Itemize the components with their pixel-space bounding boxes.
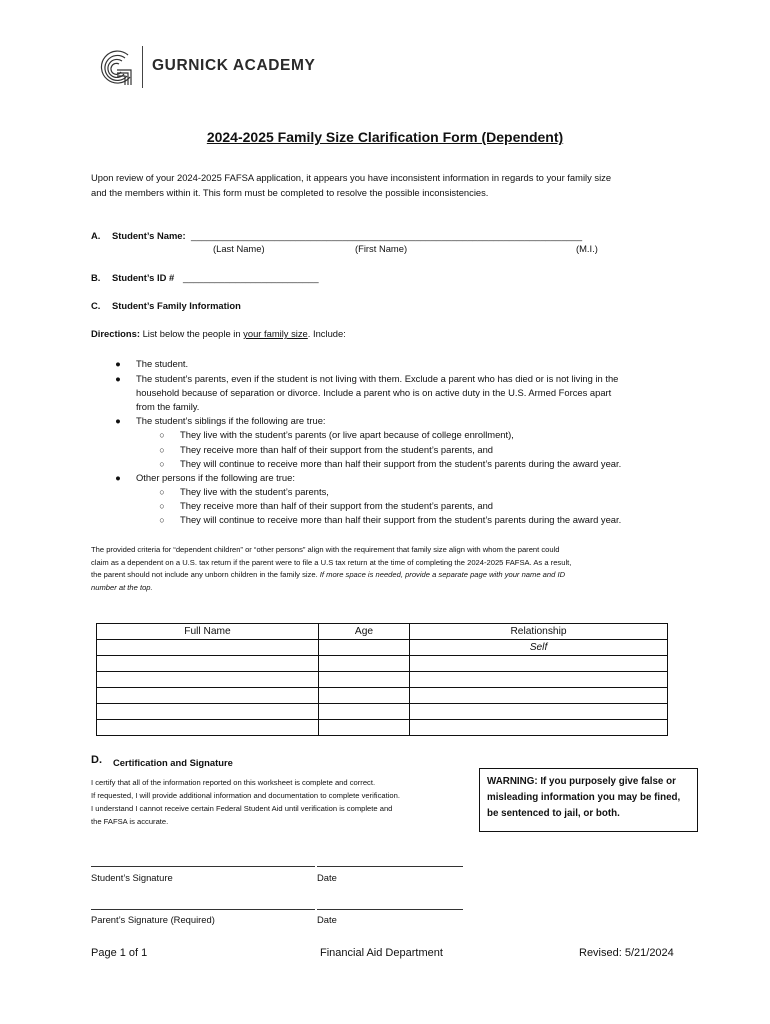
sibling-criteria-1: They live with the student’s parents (or live apart because of college enrollment), xyxy=(180,429,514,440)
age-cell[interactable] xyxy=(319,688,410,704)
last-name-caption: (Last Name) xyxy=(213,243,265,254)
cert-line-2: If requested, I will provide additional information and documentation to complete verification. xyxy=(91,791,400,800)
relationship-cell[interactable] xyxy=(410,688,668,704)
age-cell[interactable] xyxy=(319,720,410,736)
section-d-letter: D. xyxy=(91,754,102,766)
warning-line-2: misleading information you may be fined, xyxy=(487,792,681,803)
col-age: Age xyxy=(319,624,410,640)
table-row xyxy=(97,672,668,688)
criteria-line-3 xyxy=(91,569,565,581)
student-name-label: Student’s Name: xyxy=(112,230,186,241)
student-signature-line[interactable] xyxy=(91,866,315,867)
criteria-line-3-italic: If more space is needed, provide a separate page with your name and ID xyxy=(319,570,566,579)
table-header-row xyxy=(97,624,668,640)
family-size-link[interactable]: your family size xyxy=(243,328,308,339)
first-name-caption: (First Name) xyxy=(355,243,408,254)
parent-signature-line[interactable] xyxy=(91,909,315,910)
other-criteria-1: They live with the student’s parents, xyxy=(180,486,329,497)
circle-bullet-icon: ○ xyxy=(159,430,165,440)
student-date-label: Date xyxy=(317,872,337,883)
cert-line-4: the FAFSA is accurate. xyxy=(91,817,169,826)
table-row xyxy=(97,720,668,736)
criteria-line-2: claim as a dependent on a U.S. tax return if the parent were to file a U.S tax return at the time of completing the 2024-2025 FAFSA. As a result, xyxy=(91,558,572,567)
cert-line-1: I certify that all of the information reported on this worksheet is complete and correct. xyxy=(91,778,376,787)
family-info-heading: Student’s Family Information xyxy=(112,300,241,311)
parent-date-label: Date xyxy=(317,914,337,925)
circle-bullet-icon: ○ xyxy=(159,515,165,525)
criteria-line-3-text: the parent should not include any unborn children in the family size. xyxy=(91,570,320,579)
section-c-letter: C. xyxy=(91,300,101,311)
directions-text: List below the people in xyxy=(139,328,244,339)
bullet-icon: ● xyxy=(115,472,121,483)
directions-label: Directions: xyxy=(91,328,140,339)
full-name-cell[interactable] xyxy=(97,704,319,720)
age-cell[interactable] xyxy=(319,672,410,688)
student-id-label: Student’s ID # xyxy=(112,272,175,283)
relationship-cell[interactable] xyxy=(410,704,668,720)
warning-line-1: WARNING: If you purposely give false or xyxy=(487,776,676,787)
full-name-cell[interactable] xyxy=(97,672,319,688)
student-id-field[interactable]: __________________________ xyxy=(183,272,319,283)
circle-bullet-icon: ○ xyxy=(159,501,165,511)
criteria-line-1: The provided criteria for “dependent children” or “other persons” align with the requirement that family size align with whom the parent could xyxy=(91,545,560,554)
criteria-line-4: number at the top. xyxy=(91,583,153,592)
warning-box xyxy=(479,768,698,832)
bullet-icon: ● xyxy=(115,415,121,426)
age-cell[interactable] xyxy=(319,704,410,720)
warning-line-3: be sentenced to jail, or both. xyxy=(487,808,620,819)
sibling-criteria-2: They receive more than half of their support from the student’s parents, and xyxy=(180,444,494,455)
bullet-icon: ● xyxy=(115,358,121,369)
relationship-cell[interactable] xyxy=(410,720,668,736)
other-criteria-3: They will continue to receive more than half their support from the student’s parents during the award year. xyxy=(180,514,622,525)
col-full-name: Full Name xyxy=(97,624,319,640)
full-name-cell[interactable] xyxy=(97,688,319,704)
full-name-cell[interactable] xyxy=(97,640,319,656)
other-criteria-2: They receive more than half of their support from the student’s parents, and xyxy=(180,500,494,511)
bullet-student: The student. xyxy=(136,358,189,369)
directions-text-end: . Include: xyxy=(307,328,346,339)
mi-caption: (M.I.) xyxy=(576,243,598,254)
student-signature-label: Student’s Signature xyxy=(91,872,173,883)
circle-bullet-icon: ○ xyxy=(159,487,165,497)
full-name-cell[interactable] xyxy=(97,720,319,736)
family-members-table xyxy=(96,623,668,736)
section-b-letter: B. xyxy=(91,272,101,283)
bullet-icon: ● xyxy=(115,373,121,384)
circle-bullet-icon: ○ xyxy=(159,445,165,455)
parent-signature-label: Parent’s Signature (Required) xyxy=(91,914,215,925)
directions xyxy=(91,327,346,341)
certification-heading: Certification and Signature xyxy=(113,757,233,768)
form-title: 2024-2025 Family Size Clarification Form (Dependent) xyxy=(206,129,564,145)
bullet-parents-line-3: from the family. xyxy=(136,401,200,412)
bullet-parents-line-1: The student’s parents, even if the student is not living with them. Exclude a parent who has died or is not living in the xyxy=(136,373,619,384)
intro-line-2: and the members within it. This form must be completed to resolve the possible inconsistencies. xyxy=(91,187,489,198)
revised-date: Revised: 5/21/2024 xyxy=(579,947,674,959)
sibling-criteria-3: They will continue to receive more than half their support from the student’s parents during the award year. xyxy=(180,458,622,469)
parent-date-line[interactable] xyxy=(317,909,463,910)
logo-divider xyxy=(142,46,143,88)
full-name-cell[interactable] xyxy=(97,656,319,672)
table-row xyxy=(97,704,668,720)
cert-line-3: I understand I cannot receive certain Federal Student Aid until verification is complete and xyxy=(91,804,393,813)
bullet-other-persons: Other persons if the following are true: xyxy=(136,472,295,483)
logo-text: GURNICK ACADEMY xyxy=(152,57,316,74)
footer-department: Financial Aid Department xyxy=(320,947,443,959)
table-row xyxy=(97,656,668,672)
relationship-cell[interactable] xyxy=(410,656,668,672)
table-row xyxy=(97,640,668,656)
intro-line-1: Upon review of your 2024-2025 FAFSA application, it appears you have inconsistent information in regards to your family size xyxy=(91,172,612,183)
student-name-field[interactable]: ___________________________________________________________________________ xyxy=(191,230,583,241)
col-relationship: Relationship xyxy=(410,624,668,640)
circle-bullet-icon: ○ xyxy=(159,459,165,469)
relationship-cell[interactable] xyxy=(410,672,668,688)
table-row xyxy=(97,688,668,704)
section-a-letter: A. xyxy=(91,230,101,241)
relationship-cell[interactable]: Self xyxy=(410,640,668,656)
gurnick-logo-icon xyxy=(97,47,137,94)
age-cell[interactable] xyxy=(319,656,410,672)
page-number: Page 1 of 1 xyxy=(91,947,148,959)
bullet-parents-line-2: household because of separation or divorce. Include a parent who is on active duty in the U.S. Armed Forces apart xyxy=(136,387,612,398)
bullet-siblings: The student’s siblings if the following are true: xyxy=(136,415,326,426)
student-date-line[interactable] xyxy=(317,866,463,867)
age-cell[interactable] xyxy=(319,640,410,656)
